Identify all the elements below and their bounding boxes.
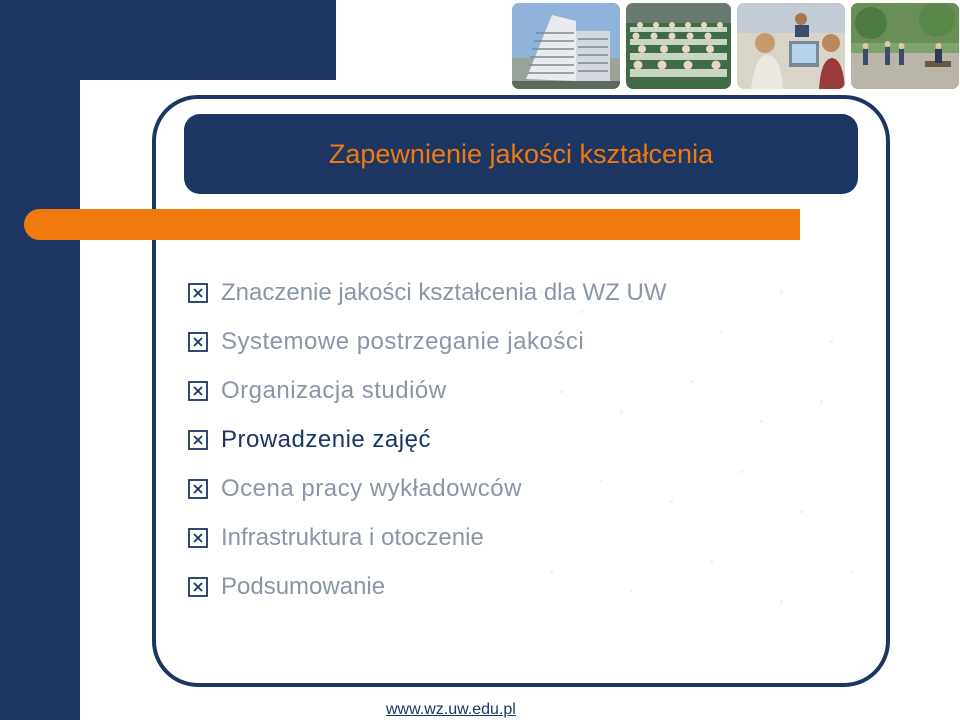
agenda-item-label: Organizacja studiów [221, 376, 447, 404]
agenda-item [188, 513, 666, 562]
footer-copyright: © Wydział Zarządzania UW 2008 [88, 701, 324, 718]
checkbox-x-icon [188, 479, 208, 499]
computer-lab-photo [737, 3, 845, 89]
agenda-item-label: Systemowe postrzeganie jakości [221, 327, 585, 355]
agenda-item-current [188, 415, 666, 464]
checkbox-x-icon [188, 528, 208, 548]
campus-courtyard-photo [851, 3, 959, 89]
checkbox-x-icon [188, 381, 208, 401]
university-building-photo [512, 3, 620, 89]
agenda-item [188, 366, 666, 415]
agenda-item [188, 464, 666, 513]
agenda-item [188, 562, 666, 611]
agenda-item-label: Ocena pracy wykładowców [221, 474, 522, 502]
corner-curve [80, 80, 140, 140]
slide-title: Zapewnienie jakości kształcenia [328, 138, 714, 169]
agenda-item-label: Podsumowanie [221, 572, 386, 600]
checkbox-x-icon [188, 577, 208, 597]
top-left-band [0, 0, 336, 80]
agenda-item [188, 268, 666, 317]
checkbox-x-icon [188, 283, 208, 303]
agenda-list [188, 268, 666, 611]
checkbox-x-icon [188, 332, 208, 352]
agenda-item-label: Prowadzenie zajęć [221, 425, 431, 453]
agenda-item [188, 317, 666, 366]
left-sidebar-band [0, 0, 80, 720]
orange-accent-bar [24, 209, 800, 240]
title-bar [184, 114, 858, 194]
agenda-item-label: Infrastruktura i otoczenie [221, 523, 484, 551]
header-photo-strip [512, 3, 959, 89]
checkbox-x-icon [188, 430, 208, 450]
footer-website-link[interactable]: www.wz.uw.edu.pl [386, 701, 516, 718]
agenda-item-label: Znaczenie jakości kształcenia dla WZ UW [221, 278, 667, 306]
lecture-hall-photo [626, 3, 731, 89]
